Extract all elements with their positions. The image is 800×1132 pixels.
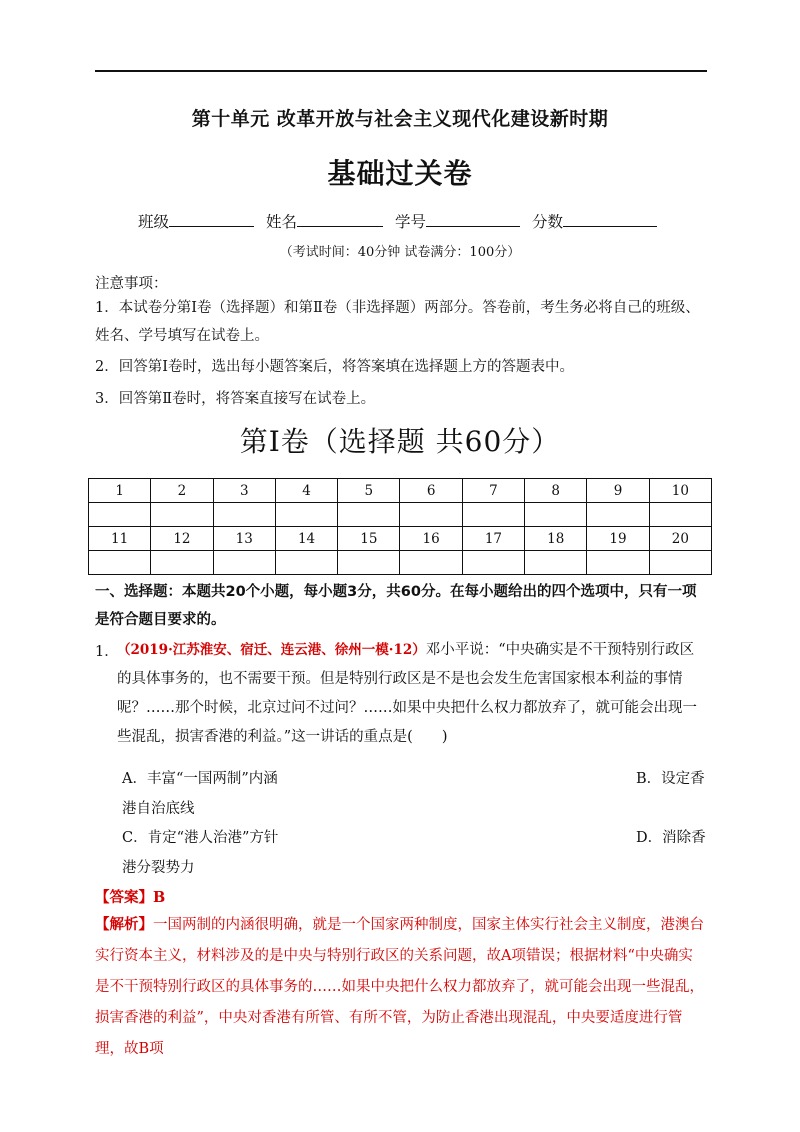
name-label: 姓名: [266, 213, 298, 231]
student-id-label: 学号: [395, 213, 427, 231]
answer-key: 【答案】B: [95, 889, 166, 906]
option-b[interactable]: B．设定香: [636, 771, 705, 787]
section-heading: 一、选择题：本题共20个小题，每小题3分，共60分。在每小题给出的四个选项中，只有一项是符合题目要求的。: [95, 584, 697, 628]
question-number-cell: 12: [151, 527, 213, 551]
answer-cell[interactable]: [275, 551, 337, 575]
student-info-row: [138, 210, 657, 232]
question-number-cell: 15: [338, 527, 400, 551]
question-number-cell: 6: [400, 479, 462, 503]
question-text: 邓小平说：“中央确实是不干预特别行政区的具体事务的，也不需要干预。但是特别行政区是不是也会发生危害国家根本利益的事情呢？……那个时候，北京过问不过问？……如果中央把什么权力都放弃了，就可能会出现一些混乱，损害香港的利益。”这一讲话的重点是( ): [117, 642, 697, 745]
score-label: 分数: [532, 213, 564, 231]
question-number-cell: 8: [525, 479, 587, 503]
answer-cell[interactable]: [462, 551, 524, 575]
volume-title: 第Ⅰ卷（选择题 共60分）: [239, 425, 561, 458]
answer-cell[interactable]: [525, 503, 587, 527]
answer-cell[interactable]: [338, 503, 400, 527]
name-blank[interactable]: [297, 210, 383, 227]
question-number-cell: 5: [338, 479, 400, 503]
option-d-continued: 港分裂势力: [122, 860, 195, 876]
explanation-tag: 【解析】: [95, 916, 153, 933]
question-number-cell: 16: [400, 527, 462, 551]
answer-cell[interactable]: [89, 551, 151, 575]
answer-cell[interactable]: [400, 551, 462, 575]
notice-item-3: 3．回答第Ⅱ卷时，将答案直接写在试卷上。: [95, 391, 376, 407]
question-number-cell: 1: [89, 479, 151, 503]
answer-cell[interactable]: [275, 503, 337, 527]
answer-cell[interactable]: [587, 503, 649, 527]
question-number-cell: 10: [649, 479, 711, 503]
question-number-cell: 7: [462, 479, 524, 503]
header-rule: [95, 70, 707, 72]
answer-cell[interactable]: [400, 503, 462, 527]
student-id-field: [395, 210, 532, 232]
question-number: 1．: [95, 644, 119, 660]
class-label: 班级: [138, 213, 170, 231]
question-number-cell: 3: [213, 479, 275, 503]
question-stem: [117, 636, 707, 752]
question-number-cell: 20: [649, 527, 711, 551]
question-number-cell: 19: [587, 527, 649, 551]
answer-cell[interactable]: [462, 503, 524, 527]
option-b-continued: 港自治底线: [122, 801, 195, 817]
score-field: [532, 210, 657, 232]
question-number-cell: 18: [525, 527, 587, 551]
question-number-cell: 9: [587, 479, 649, 503]
explanation-text: 一国两制的内涵很明确，就是一个国家两种制度，国家主体实行社会主义制度，港澳台实行资本主义，材料涉及的是中央与特别行政区的关系问题，故A项错误；根据材料“中央确实是不干预特别行政区的具体事务的……如果中央把什么权力都放弃了，就可能会出现一些混乱，损害香港的利益”，中央对香港有所管、有所不管，为防止香港出现混乱，中央要适度进行管理，故B项: [95, 917, 704, 1057]
option-a[interactable]: A．丰富“一国两制”内涵: [122, 771, 278, 787]
student-id-blank[interactable]: [426, 210, 520, 227]
answer-cell[interactable]: [151, 551, 213, 575]
answer-cell[interactable]: [89, 503, 151, 527]
class-field: [138, 210, 266, 232]
paper-title: 基础过关卷: [327, 157, 473, 190]
answer-cell[interactable]: [649, 551, 711, 575]
option-d[interactable]: D．消除香: [636, 830, 706, 846]
answer-cell[interactable]: [587, 551, 649, 575]
answer-row-2: [89, 551, 712, 575]
notice-title: 注意事项：: [95, 276, 168, 292]
question-number-cell: 4: [275, 479, 337, 503]
answer-cell[interactable]: [649, 503, 711, 527]
score-blank[interactable]: [563, 210, 657, 227]
answer-cell[interactable]: [525, 551, 587, 575]
question-source: （2019·江苏淮安、宿迁、连云港、徐州一模·12）: [117, 642, 426, 658]
answer-table-header-row-2: [89, 527, 712, 551]
class-blank[interactable]: [169, 210, 254, 227]
answer-table-header-row-1: [89, 479, 712, 503]
notice-item-2: 2．回答第Ⅰ卷时，选出每小题答案后，将答案填在选择题上方的答题表中。: [95, 359, 574, 375]
question-number-cell: 13: [213, 527, 275, 551]
option-c[interactable]: C．肯定“港人治港”方针: [122, 830, 279, 846]
answer-cell[interactable]: [213, 551, 275, 575]
answer-table: [88, 478, 712, 575]
notice-item-1: 1．本试卷分第Ⅰ卷（选择题）和第Ⅱ卷（非选择题）两部分。答卷前，考生务必将自己的班级、姓名、学号填写在试卷上。: [95, 300, 700, 344]
name-field: [266, 210, 395, 232]
answer-cell[interactable]: [338, 551, 400, 575]
question-number-cell: 2: [151, 479, 213, 503]
explanation: [95, 909, 707, 1065]
answer-cell[interactable]: [151, 503, 213, 527]
question-number-cell: 17: [462, 527, 524, 551]
answer-cell[interactable]: [213, 503, 275, 527]
answer-row-1: [89, 503, 712, 527]
question-number-cell: 14: [275, 527, 337, 551]
time-note: （考试时间：40分钟 试卷满分：100分）: [279, 245, 521, 260]
question-number-cell: 11: [89, 527, 151, 551]
unit-title: 第十单元 改革开放与社会主义现代化建设新时期: [191, 108, 609, 130]
